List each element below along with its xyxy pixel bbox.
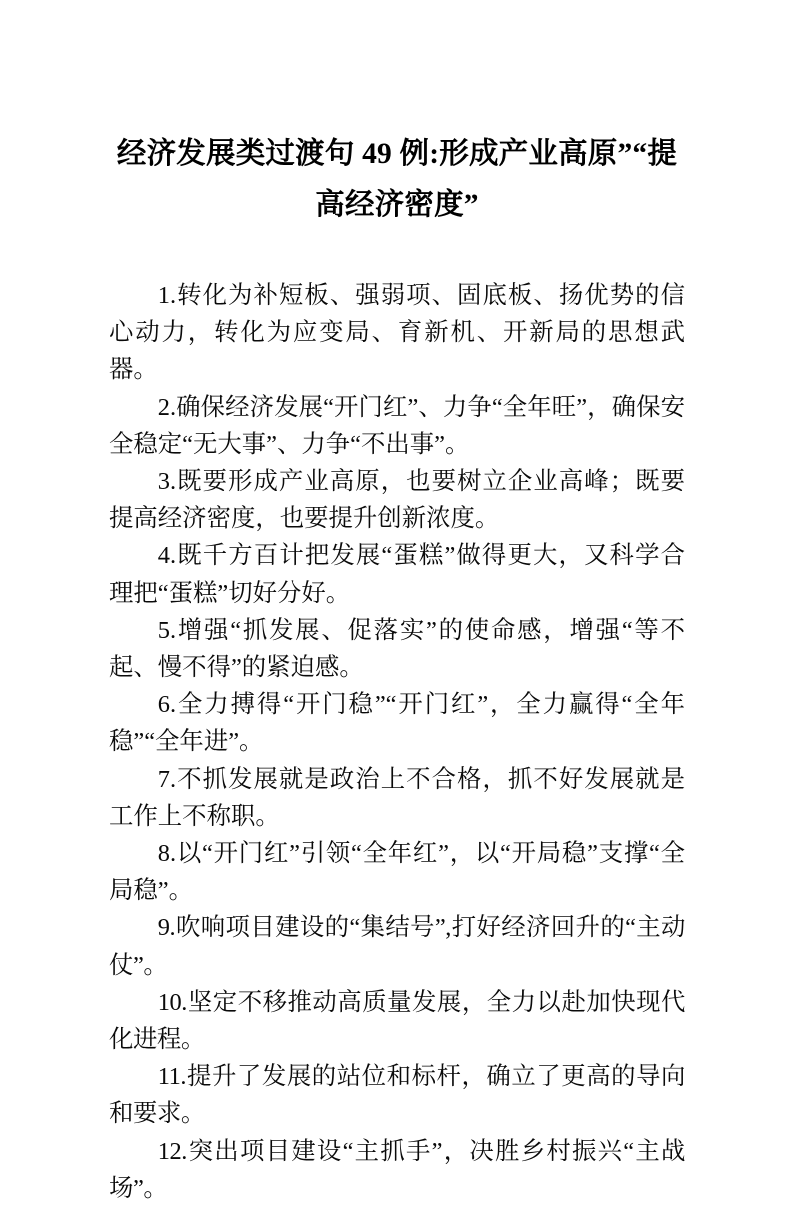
paragraph-list <box>109 277 685 1207</box>
paragraph-item: 4.既千方百计把发展“蛋糕”做得更大，又科学合理把“蛋糕”切好分好。 <box>109 542 685 607</box>
paragraph-item: 2.确保经济发展“开门红”、力争“全年旺”，确保安全稳定“无大事”、力争“不出事”。 <box>109 393 685 458</box>
paragraph-item: 6.全力搏得“开门稳”“开门红”，全力赢得“全年稳”“全年进”。 <box>109 691 685 756</box>
paragraph-item: 5.增强“抓发展、促落实”的使命感，增强“等不起、慢不得”的紧迫感。 <box>109 616 685 682</box>
paragraph-item: 7.不抓发展就是政治上不合格，抓不好发展就是工作上不称职。 <box>109 765 685 830</box>
paragraph-item: 3.既要形成产业高原，也要树立企业高峰；既要提高经济密度，也要提升创新浓度。 <box>109 468 685 533</box>
paragraph-item: 9.吹响项目建设的“集结号”,打好经济回升的“主动仗”。 <box>109 914 685 979</box>
paragraph-item: 12.突出项目建设“主抓手”，决胜乡村振兴“主战场”。 <box>109 1137 685 1202</box>
paragraph-item: 10.坚定不移推动高质量发展，全力以赴加快现代化进程。 <box>109 988 685 1054</box>
paragraph-item: 8.以“开门红”引领“全年红”，以“开局稳”支撑“全局稳”。 <box>109 840 685 905</box>
document-body <box>109 0 685 1207</box>
page-title: 经济发展类过渡句 49 例:形成产业高原”“提高经济密度” <box>116 138 678 221</box>
paragraph-item: 11.提升了发展的站位和标杆，确立了更高的导向和要求。 <box>109 1063 685 1128</box>
paragraph-item: 1.转化为补短板、强弱项、固底板、扬优势的信心动力，转化为应变局、育新机、开新局的思想武器。 <box>109 282 685 384</box>
